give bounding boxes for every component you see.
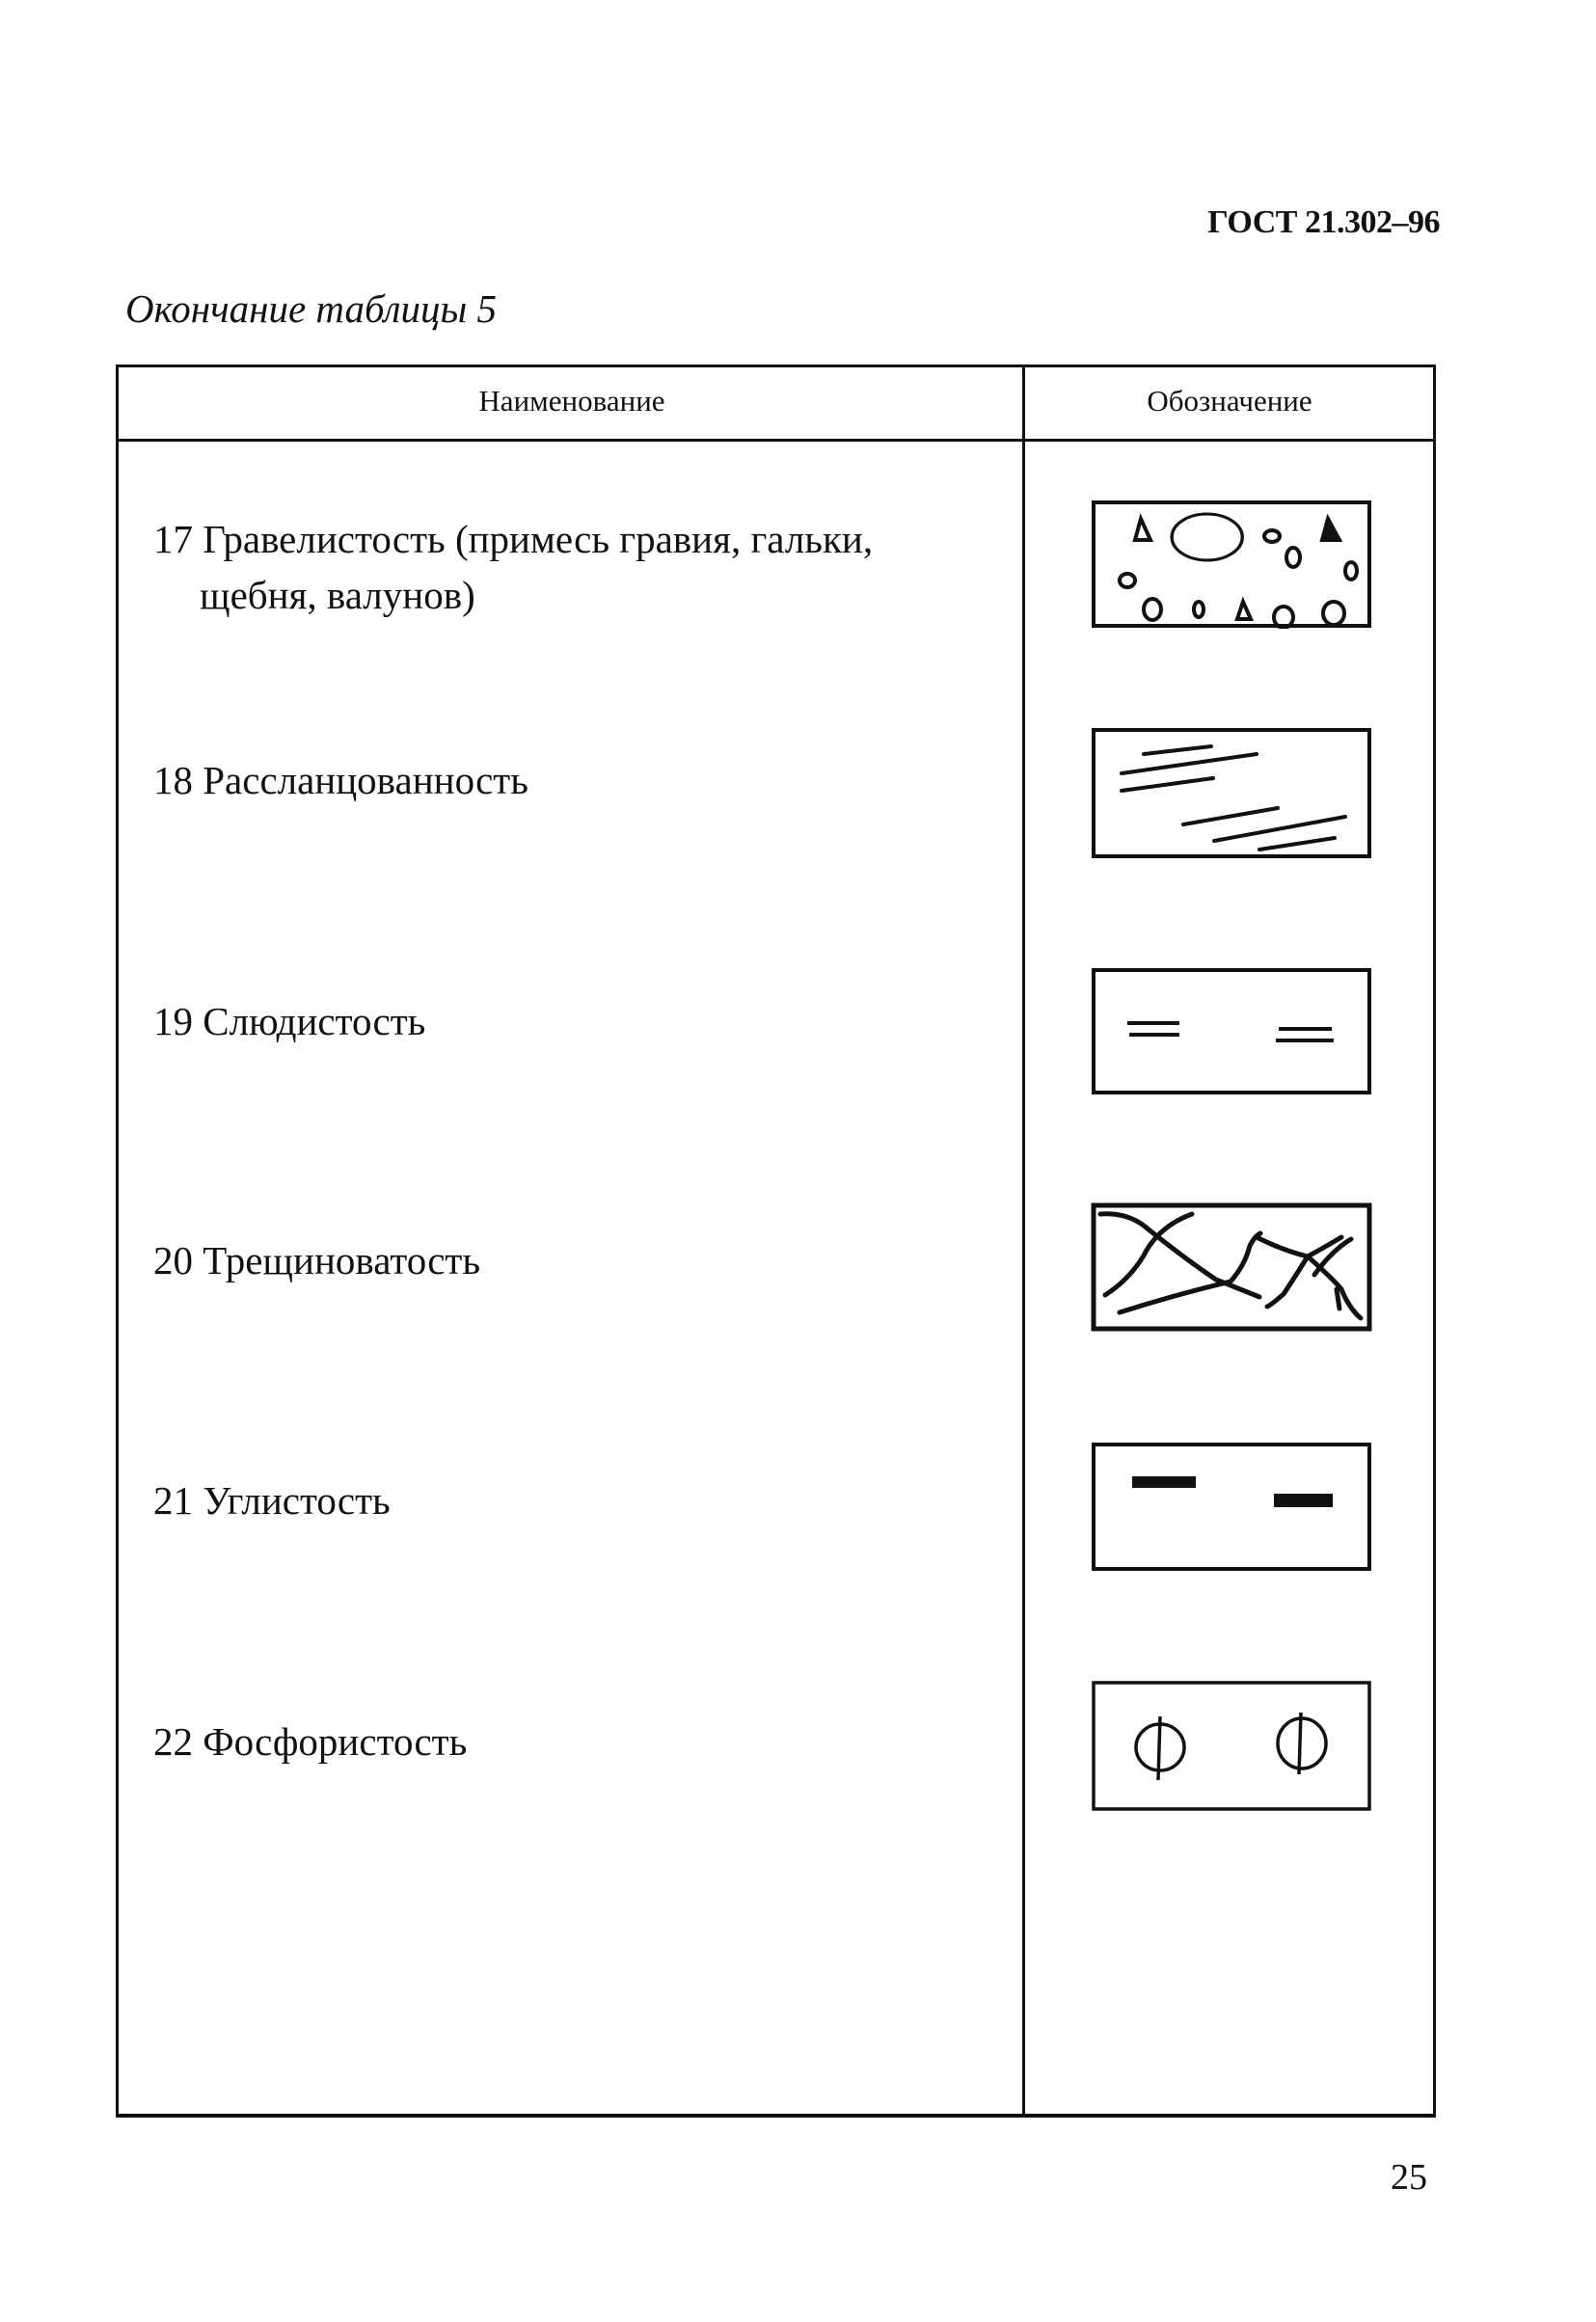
row-number: 22 bbox=[153, 1719, 193, 1764]
header-divider bbox=[116, 439, 1436, 442]
row-name: Гравелистость (примесь гравия, гальки, bbox=[203, 517, 874, 561]
row-name: Рассланцованность bbox=[203, 758, 528, 802]
row-name: Фосфористость bbox=[203, 1719, 468, 1764]
row-number: 18 bbox=[153, 758, 193, 802]
row-name: Углистость bbox=[203, 1478, 391, 1523]
column-header-name: Наименование bbox=[478, 384, 665, 418]
column-divider bbox=[1022, 364, 1025, 2118]
row-name: Слюдистость bbox=[203, 999, 426, 1043]
gravel-symbol-icon bbox=[1091, 500, 1372, 629]
phosphorite-symbol-icon bbox=[1091, 1680, 1372, 1812]
row-name-continued: щебня, валунов) bbox=[200, 573, 475, 617]
row-number: 21 bbox=[153, 1478, 193, 1523]
mica-symbol-icon bbox=[1091, 967, 1372, 1095]
row-name: Трещиноватость bbox=[203, 1238, 481, 1282]
column-header-symbol: Обозначение bbox=[1147, 384, 1312, 418]
fracture-symbol-icon bbox=[1091, 1202, 1372, 1332]
page-number: 25 bbox=[1391, 2157, 1427, 2198]
table-row-19 bbox=[153, 993, 1002, 1049]
table-row-20 bbox=[153, 1232, 1002, 1288]
row-number: 19 bbox=[153, 999, 193, 1043]
coal-symbol-icon bbox=[1091, 1442, 1372, 1572]
table-row-17 bbox=[153, 511, 1002, 623]
standard-number: ГОСТ 21.302–96 bbox=[1207, 204, 1440, 240]
table-row-22 bbox=[153, 1714, 1002, 1769]
row-number: 20 bbox=[153, 1238, 193, 1282]
row-number: 17 bbox=[153, 517, 193, 561]
table-caption: Окончание таблицы 5 bbox=[125, 286, 498, 331]
table-row-18 bbox=[153, 752, 1002, 808]
schistosity-symbol-icon bbox=[1091, 727, 1372, 859]
table-row-21 bbox=[153, 1472, 1002, 1528]
